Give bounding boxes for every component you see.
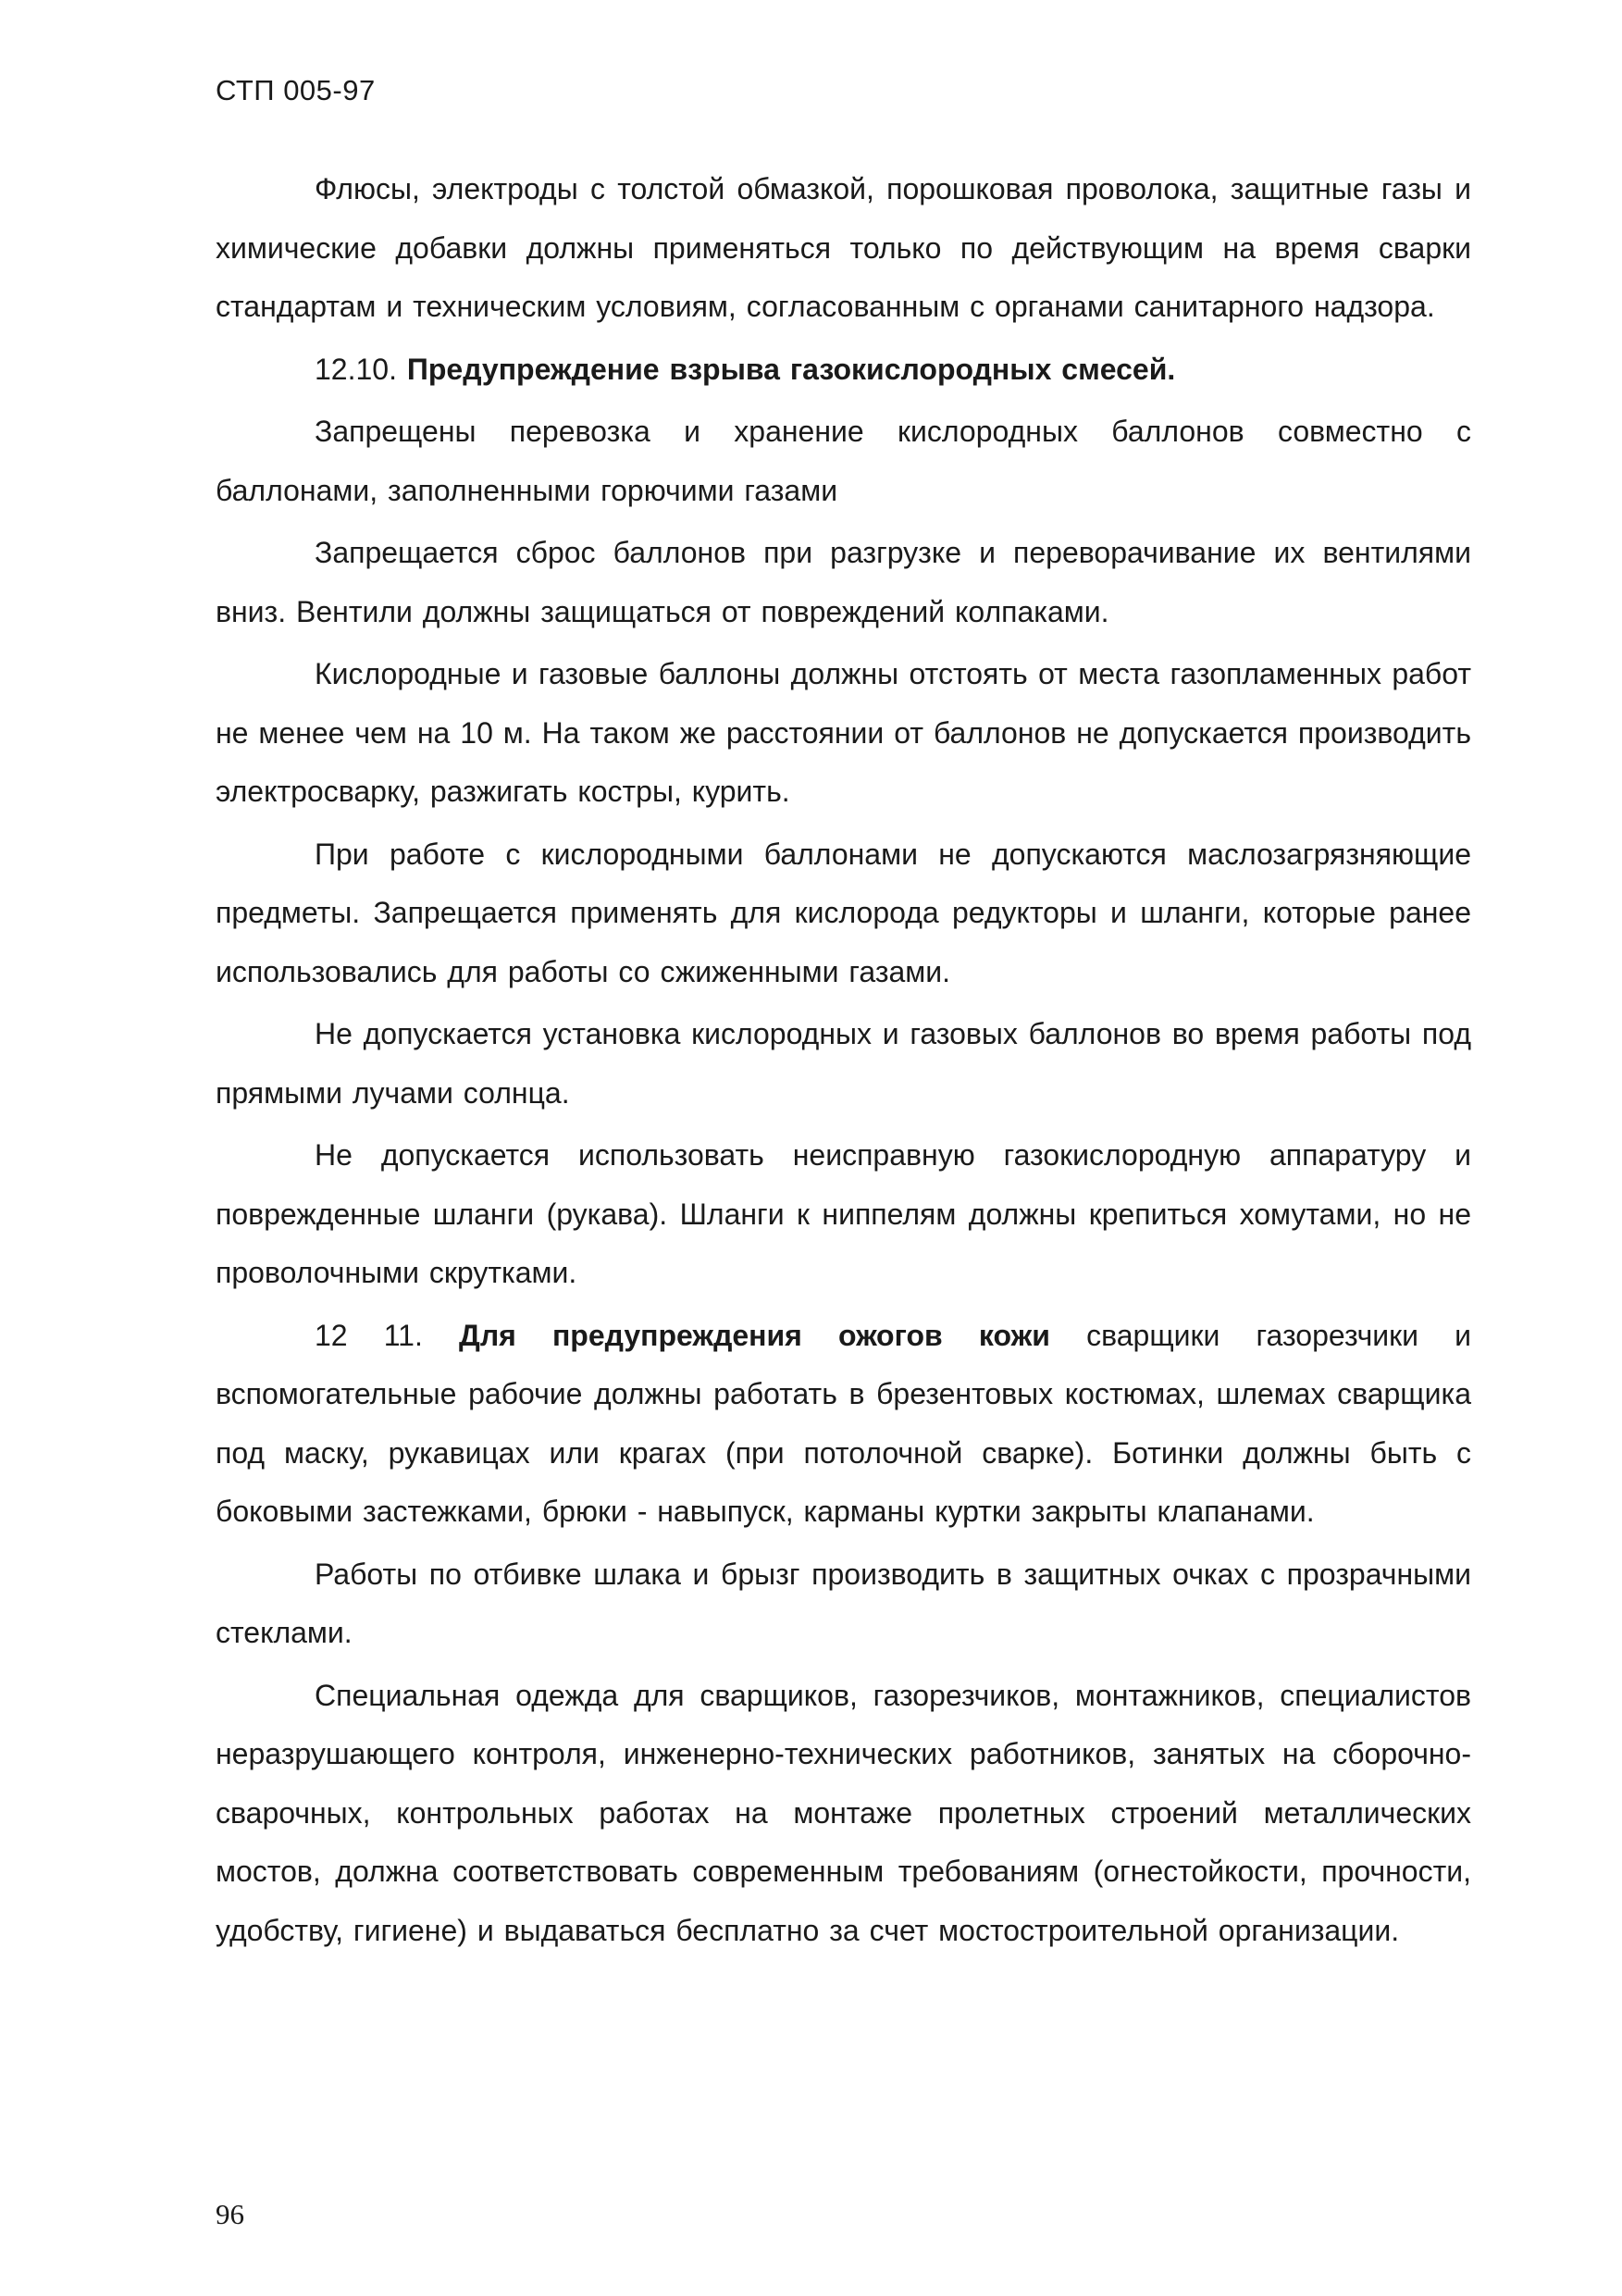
paragraph-distance [216,645,1471,822]
section-title: Для предупреждения ожогов кожи [459,1318,1050,1352]
paragraph-text: Запрещается сброс баллонов при разгрузке и переворачивание их вентилями вниз. Вентили должны защищаться от повреждений колпаками. [216,536,1471,628]
paragraph-text: При работе с кислородными баллонами не допускаются маслозагрязняющие предметы. Запрещается применять для кислорода редукторы и шланги, которые ранее использовались для работы со сжиженными газами. [216,837,1471,988]
paragraph-hoses [216,1126,1471,1303]
section-number: 12.10. [315,352,407,386]
paragraph-text: Флюсы, электроды с толстой обмазкой, порошковая проволока, защитные газы и химические добавки должны применяться только по действующим на время сварки стандартам и техническим условиям, согласованным с органами санитарного надзора. [216,172,1471,323]
paragraph-text: Запрещены перевозка и хранение кислородных баллонов совместно с баллонами, заполненными горючими газами [216,415,1471,507]
paragraph-text: Не допускается использовать неисправную газокислородную аппаратуру и поврежденные шланги (рукава). Шланги к ниппелям должны крепиться хомутами, но не проволочными скрутками. [216,1138,1471,1289]
document-body [216,160,1471,1960]
section-title: Предупреждение взрыва газокислородных смесей. [406,352,1176,386]
paragraph-text: Работы по отбивке шлака и брызг производить в защитных очках с прозрачными стеклами. [216,1557,1471,1649]
section-heading-12-10 [216,341,1471,400]
section-12-11-burns [216,1307,1471,1542]
paragraph-clothing [216,1667,1471,1961]
paragraph-text: Не допускается установка кислородных и газовых баллонов во время работы под прямыми лучами солнца. [216,1017,1471,1110]
paragraph-text: Кислородные и газовые баллоны должны отстоять от места газопламенных работ не менее чем на 10 м. На таком же расстоянии от баллонов не допускается производить электросварку, разжигать костры, курить. [216,657,1471,808]
paragraph-sunlight [216,1005,1471,1123]
paragraph-oily-items [216,825,1471,1002]
paragraph-unloading [216,524,1471,641]
paragraph-text: Специальная одежда для сварщиков, газорезчиков, монтажников, специалистов неразрушающего контроля, инженерно-технических работников, занятых на сборочно-сварочных, контрольных работах на монтаже пролетных строений металлических мостов, должна соответствовать современным требованиям (огнестойкости, прочности, удобству, гигиене) и выдаваться бесплатно за счет мостостроительной организации. [216,1678,1471,1947]
paragraph-fluxes [216,160,1471,337]
paragraph-transport-ban [216,403,1471,520]
paragraph-goggles [216,1545,1471,1663]
section-number: 12 11. [315,1318,460,1352]
document-code: СТП 005-97 [216,74,376,106]
page-number: 96 [216,2198,244,2230]
paragraph-text: сварщики газорезчики и вспомогательные рабочие должны работать в брезентовых костюмах, шлемах сварщика под маску, рукавицах или крагах (при потолочной сварке). Ботинки должны быть с боковыми застежками, брюки - навыпуск, карманы куртки закрыты клапанами. [216,1318,1472,1528]
